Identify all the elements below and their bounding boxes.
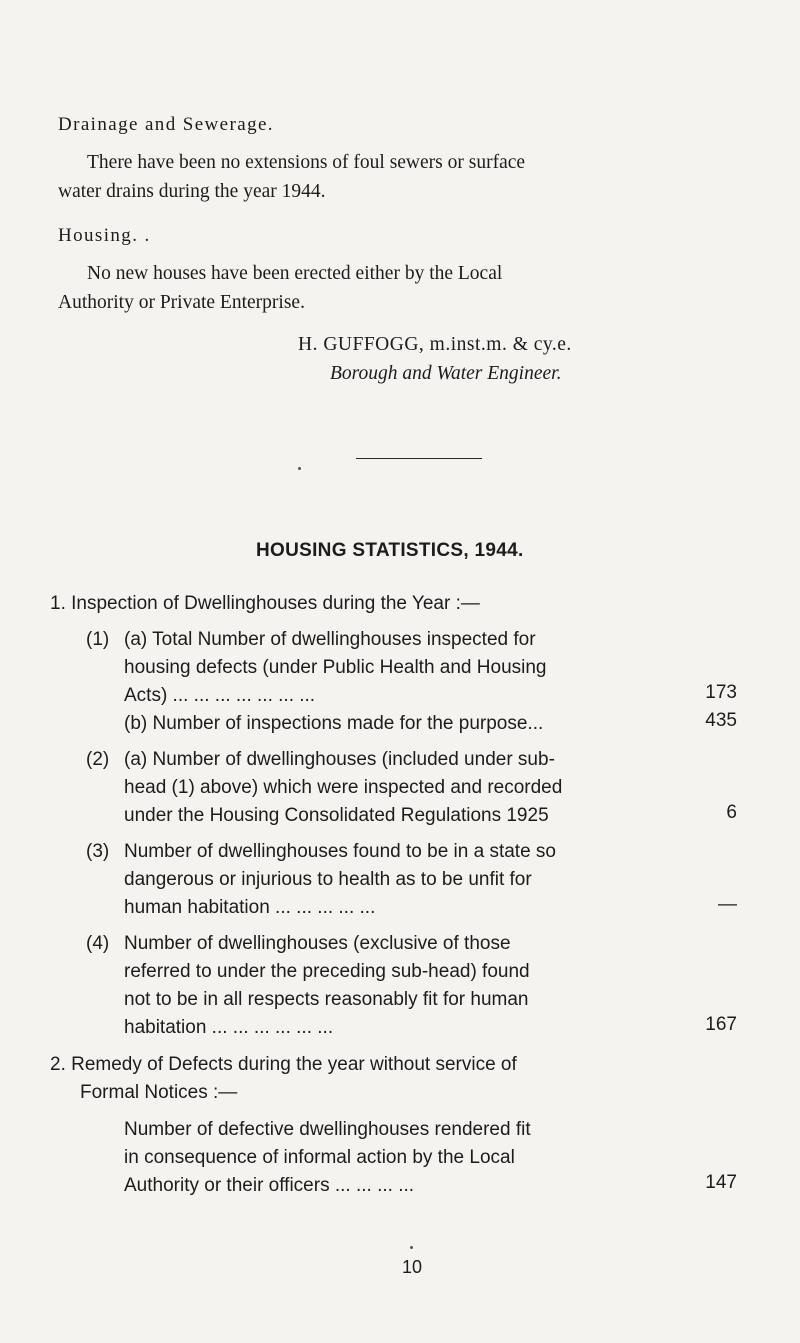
item3-number: (3) (86, 841, 110, 862)
item2-line3: under the Housing Consolidated Regulations 1925 (124, 805, 549, 826)
stray-mark-footer (410, 1246, 413, 1249)
item1a-value: 173 (705, 682, 737, 703)
stray-mark (298, 467, 301, 470)
drainage-text-line2: water drains during the year 1944. (58, 181, 326, 202)
item2-line1: (a) Number of dwellinghouses (included under sub- (124, 749, 555, 770)
item3-line3: human habitation ... ... ... ... ... (124, 897, 376, 918)
page-number: 10 (402, 1257, 423, 1277)
drainage-heading: Drainage and Sewerage. (58, 114, 274, 135)
item2-line2: head (1) above) which were inspected and recorded (124, 777, 563, 798)
stats-title: HOUSING STATISTICS, 1944. (256, 540, 524, 561)
item1b-line: (b) Number of inspections made for the purpose... (124, 713, 544, 734)
item4-line3: not to be in all respects reasonably fit for human (124, 989, 529, 1010)
section2-label-line1: 2. Remedy of Defects during the year without service of (50, 1054, 517, 1075)
item4-line4: habitation ... ... ... ... ... ... (124, 1017, 334, 1038)
item3-line1: Number of dwellinghouses found to be in a state so (124, 841, 556, 862)
section1-label: 1. Inspection of Dwellinghouses during the Year :— (50, 593, 480, 614)
item1a-line1: (a) Total Number of dwellinghouses inspected for (124, 629, 536, 650)
item1-number: (1) (86, 629, 110, 650)
section2-value: 147 (705, 1172, 737, 1193)
item4-number: (4) (86, 933, 110, 954)
item4-line2: referred to under the preceding sub-head) found (124, 961, 530, 982)
item1a-line2: housing defects (under Public Health and Housing (124, 657, 547, 678)
drainage-text-line1: There have been no extensions of foul sewers or surface (87, 152, 526, 173)
section-divider (356, 458, 482, 459)
housing-heading: Housing. . (58, 225, 151, 246)
item3-line2: dangerous or injurious to health as to be unfit for (124, 869, 532, 890)
section2-line3: Authority or their officers ... ... ... ... (124, 1175, 415, 1196)
section2-line2: in consequence of informal action by the Local (124, 1147, 515, 1168)
item2-value: 6 (726, 802, 737, 823)
item4-line1: Number of dwellinghouses (exclusive of those (124, 933, 511, 954)
section2-line1: Number of defective dwellinghouses rendered fit (124, 1119, 531, 1140)
housing-text-line2: Authority or Private Enterprise. (58, 292, 305, 313)
signature-title: Borough and Water Engineer. (330, 363, 562, 384)
section2-label-line2: Formal Notices :— (80, 1082, 238, 1103)
item4-value: 167 (705, 1014, 737, 1035)
item1b-value: 435 (705, 710, 737, 731)
item1a-line3: Acts) ... ... ... ... ... ... ... (124, 685, 316, 706)
housing-text-line1: No new houses have been erected either by the Local (87, 263, 503, 284)
signature-name: H. GUFFOGG, m.inst.m. & cy.e. (298, 334, 572, 355)
item3-value: — (718, 894, 737, 915)
item2-number: (2) (86, 749, 110, 770)
